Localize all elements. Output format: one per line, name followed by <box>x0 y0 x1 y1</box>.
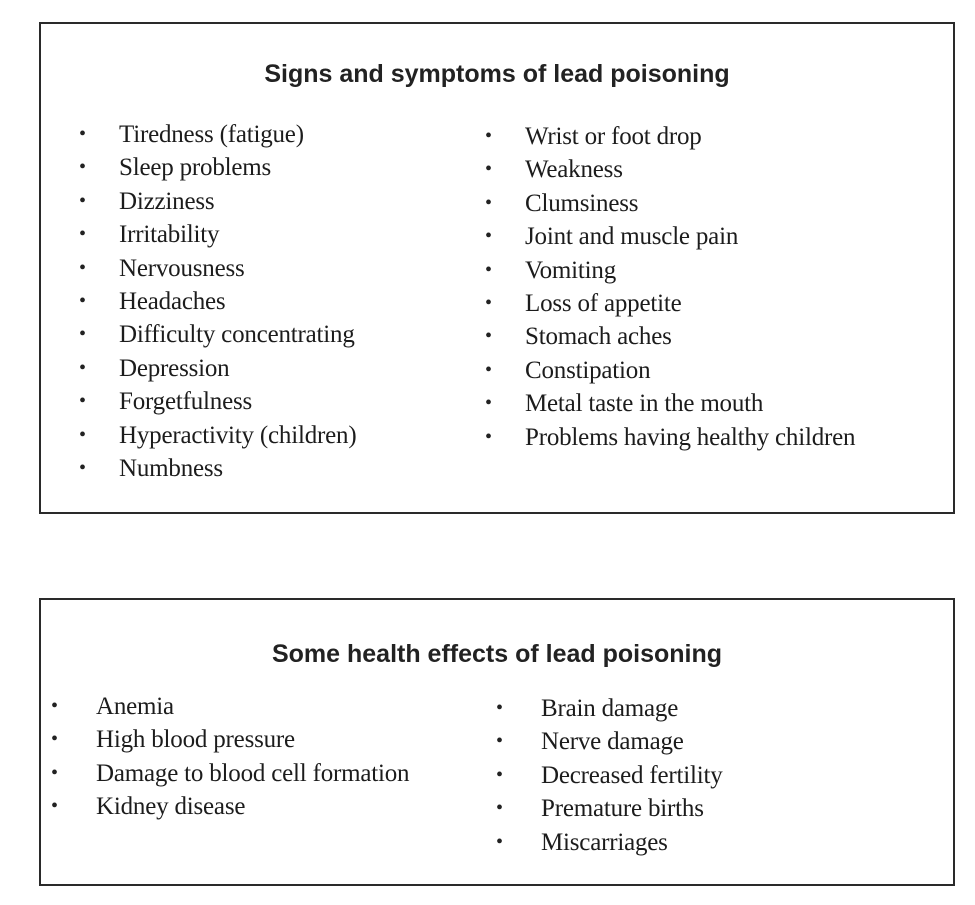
list-item <box>485 254 855 287</box>
bullet-icon: • <box>485 392 492 415</box>
list-item <box>496 759 723 792</box>
bullet-icon: • <box>79 456 86 479</box>
health-effects-left-list <box>51 690 410 824</box>
bullet-icon: • <box>79 123 86 145</box>
bullet-icon: • <box>485 325 492 348</box>
list-item-text: Hyperactivity (children) <box>119 421 357 449</box>
list-item <box>485 421 856 454</box>
bullet-icon: • <box>51 695 58 717</box>
bullet-icon: • <box>485 191 492 214</box>
list-item-text: Clumsiness <box>525 189 639 217</box>
list-item <box>79 118 356 151</box>
list-item <box>79 452 356 485</box>
list-item-text: Headaches <box>119 287 226 315</box>
list-item <box>485 387 855 420</box>
list-item-text: Miscarriages <box>541 828 668 856</box>
list-item <box>79 385 356 418</box>
health-effects-box <box>39 598 955 886</box>
list-item-text: Numbness <box>119 454 223 482</box>
list-item <box>496 725 723 758</box>
list-item-text: Wrist or foot drop <box>525 123 702 150</box>
bullet-icon: • <box>51 795 58 818</box>
list-item <box>51 790 409 823</box>
list-item-text: Premature births <box>541 795 704 823</box>
bullet-icon: • <box>496 830 503 853</box>
bullet-icon: • <box>496 763 503 786</box>
list-item <box>485 354 855 387</box>
bullet-icon: • <box>496 730 503 753</box>
bullet-icon: • <box>51 761 58 784</box>
list-item <box>51 723 409 756</box>
bullet-icon: • <box>79 323 86 346</box>
list-item <box>496 792 723 825</box>
list-item-text: Constipation <box>525 356 651 384</box>
list-item-text: Nervousness <box>119 254 245 282</box>
list-item-text: High blood pressure <box>96 726 295 754</box>
list-item-text: Metal taste in the mouth <box>525 390 764 418</box>
list-item-text: Weakness <box>525 156 623 184</box>
signs-symptoms-right-list <box>485 120 856 454</box>
list-item <box>485 287 855 320</box>
list-item-text: Decreased fertility <box>541 761 723 789</box>
list-item <box>485 153 855 186</box>
bullet-icon: • <box>79 156 86 179</box>
list-item <box>79 352 356 385</box>
bullet-icon: • <box>79 423 86 446</box>
bullet-icon: • <box>79 189 86 212</box>
signs-symptoms-left-list <box>79 118 357 485</box>
bullet-icon: • <box>79 223 86 246</box>
list-item <box>51 757 410 790</box>
bullet-icon: • <box>79 356 86 379</box>
list-item-text: Difficulty concentrating <box>119 321 355 349</box>
list-item <box>51 690 409 723</box>
list-item-text: Depression <box>119 354 230 382</box>
list-item <box>485 220 855 253</box>
list-item <box>496 826 723 859</box>
signs-symptoms-box <box>39 22 955 514</box>
bullet-icon: • <box>79 256 86 279</box>
bullet-icon: • <box>485 291 492 314</box>
list-item <box>79 218 356 251</box>
list-item-text: Sleep problems <box>119 154 272 182</box>
signs-symptoms-title: Signs and symptoms of lead poisoning <box>264 60 730 88</box>
list-item-text: Vomiting <box>525 256 617 284</box>
bullet-icon: • <box>485 425 492 448</box>
list-item-text: Stomach aches <box>525 323 672 351</box>
list-item-text: Nerve damage <box>541 728 684 756</box>
bullet-icon: • <box>485 258 492 281</box>
list-item-text: Brain damage <box>541 695 679 722</box>
list-item <box>485 320 855 353</box>
bullet-icon: • <box>79 289 86 312</box>
list-item <box>496 692 723 725</box>
list-item-text: Anemia <box>96 693 174 720</box>
list-item <box>485 187 855 220</box>
list-item-text: Forgetfulness <box>119 388 253 416</box>
bullet-icon: • <box>496 697 503 719</box>
list-item-text: Irritability <box>119 221 220 249</box>
health-effects-title: Some health effects of lead poisoning <box>271 640 723 668</box>
list-item <box>79 185 356 218</box>
list-item-text: Loss of appetite <box>525 289 682 317</box>
bullet-icon: • <box>485 358 492 381</box>
list-item <box>485 120 855 153</box>
bullet-icon: • <box>51 728 58 751</box>
health-effects-right-list <box>496 692 723 859</box>
list-item <box>79 151 356 184</box>
bullet-icon: • <box>485 225 492 248</box>
list-item-text: Dizziness <box>119 187 215 215</box>
bullet-icon: • <box>485 158 492 181</box>
bullet-icon: • <box>79 390 86 413</box>
list-item-text: Tiredness (fatigue) <box>119 121 304 148</box>
list-item-text: Problems having healthy children <box>525 423 856 451</box>
list-item <box>79 419 357 452</box>
list-item <box>79 285 356 318</box>
list-item-text: Damage to blood cell formation <box>96 759 410 787</box>
bullet-icon: • <box>485 125 492 147</box>
bullet-icon: • <box>496 797 503 820</box>
list-item <box>79 318 356 351</box>
list-item <box>79 252 356 285</box>
list-item-text: Joint and muscle pain <box>525 223 739 251</box>
list-item-text: Kidney disease <box>96 793 246 821</box>
